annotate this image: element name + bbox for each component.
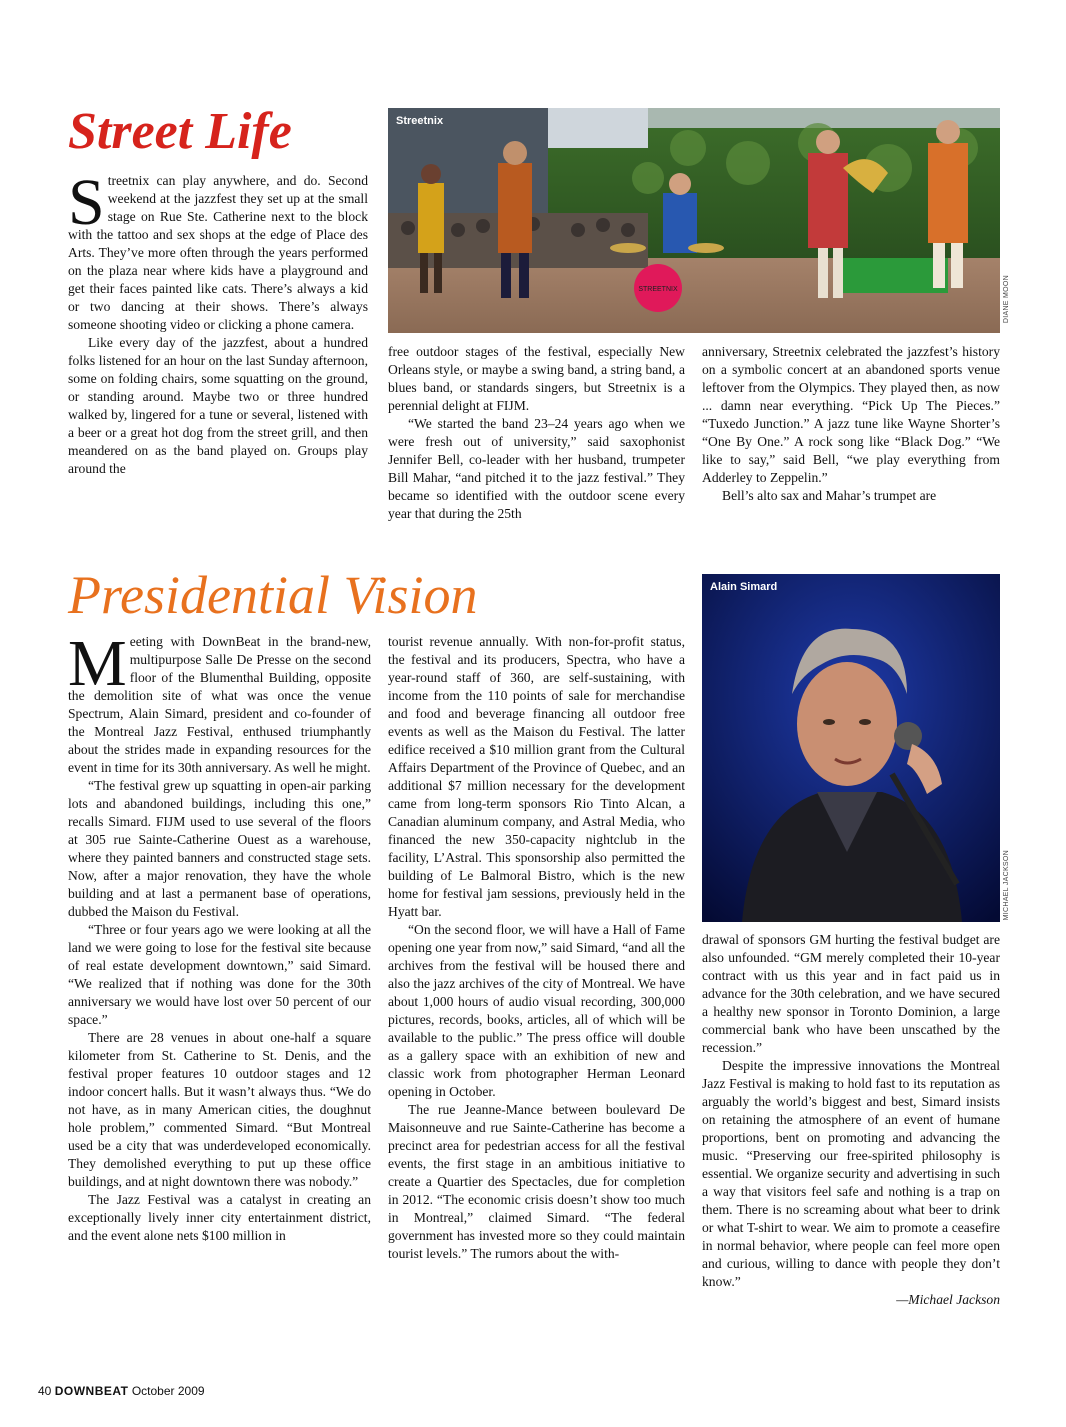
- presidential-col1-p5: The Jazz Festival was a catalyst in creating an exceptionally lively inner city entertainment district, and the event alone nets $100 million in: [68, 1192, 371, 1243]
- presidential-vision-column-2: [388, 633, 685, 1373]
- presidential-col3-p1: drawal of sponsors GM hurting the festival budget are also unfounded. “GM merely completed their 10-year contract with us this year and in fact paid us in advance for the 30th celebration, and we have secured a healthy new sponsor in Toronto Dominion, a large commercial bank who have been unscathed by the recession.”: [702, 932, 1000, 1055]
- presidential-col1-p2: “The festival grew up squatting in open-air parking lots and abandoned buildings, including this one,” recalls Simard. FIJM used to use several of the floors at 305 rue Sainte-Catherine Ouest as a warehouse, where they painted banners and constructed stage sets. Now, after a major renovation, they have the whole building and at last a permanent base of operations, dubbed the Maison du Festival.: [68, 778, 371, 919]
- street-life-col2-p2: “We started the band 23–24 years ago when we were fresh out of university,” said saxophonist Jennifer Bell, co-leader with her husband, trumpeter Bill Mahar, “and pitched it to the jazz festival.” They became so identified with the outdoor scene every year that during the 25th: [388, 416, 685, 521]
- street-life-col2-p1: free outdoor stages of the festival, especially New Orleans style, or maybe a swing band, a string band, a blues band, or standards singers, but Streetnix is a perennial delight at FIJM.: [388, 344, 685, 413]
- drum-label: STREETNIX: [638, 286, 678, 293]
- street-life-headline: Street Life: [68, 103, 292, 160]
- street-life-column-2: [388, 343, 685, 543]
- magazine-name: DOWNBEAT: [54, 1384, 129, 1398]
- alain-simard-photo-credit: MICHAEL JACKSON: [1003, 850, 1010, 921]
- presidential-col3-p2: Despite the impressive innovations the Montreal Jazz Festival is making to hold fast to its reputation as arguably the world’s biggest and best, Simard insists on retaining the atmosphere of an event of humane proportions, bent on promoting and advancing the music. “Preserving our free-spirited philosophy is essential. We organize security and advertising in such a way that visitors feel safe and nothing is a trap on them. There is no screaming about what beer to drink or what T-shirt to wear. We aim to promote a ceasefire in normal behavior, where people can feel more open and curious, willing to dance with people they don’t know.”: [702, 1058, 1000, 1289]
- presidential-vision-column-1: [68, 627, 371, 1373]
- presidential-col2-p2: “On the second floor, we will have a Hall of Fame opening one year from now,” said Simard, “and all the archives from the festival will be housed there and also the jazz archives of the city of Montreal. We have about 1,000 hours of audio visual recording, 300,000 pictures, records, books, articles, all of which will be available to the public.” The press office will double as a gallery space with an exhibition of new and classic work from photographer Herman Leonard opening in October.: [388, 922, 685, 1099]
- alain-simard-photo: [702, 574, 1000, 922]
- streetnix-band-illustration: [388, 108, 1000, 333]
- presidential-vision-headline: Presidential Vision: [68, 565, 478, 625]
- street-life-column-3: [702, 343, 1000, 543]
- streetnix-photo: [388, 108, 1000, 333]
- street-life-col3-p2: Bell’s alto sax and Mahar’s trumpet are: [722, 488, 937, 503]
- drop-cap-m: M: [68, 627, 127, 700]
- drop-cap-s: S: [68, 166, 105, 239]
- issue-date: October 2009: [131, 1384, 205, 1398]
- presidential-col1-p4: There are 28 venues in about one-half a square kilometer from St. Catherine to St. Denis, and the festival proper features 10 outdoor stages and 12 indoor concert halls. But it wasn’t always thus. “We do not have, as in many American cities, the doughnut hole problem,” commented Simard. “But Montreal used be a city that was underdeveloped economically. They demolished everything to put up these office buildings, and at night downtown there was nobody.”: [68, 1030, 371, 1189]
- streetnix-photo-caption: Streetnix: [396, 115, 444, 127]
- page-footer: [38, 1384, 205, 1398]
- presidential-col1-p1: eeting with DownBeat in the brand-new, multipurpose Salle De Presse on the second floor of the Blumenthal Building, opposite the demolition site of what was once the venue Spectrum, Alain Simard, president and co-founder of the Montreal Jazz Festival, enthused triumphantly about the strides made in expanding resources for the event in time for its 30th anniversary. As well he might.: [68, 634, 371, 775]
- presidential-vision-column-3: [702, 931, 1000, 1371]
- streetnix-photo-credit: DIANE MOON: [1003, 275, 1010, 324]
- street-life-col3-p1: anniversary, Streetnix celebrated the jazzfest’s history on a symbolic concert at an abandoned sports venue leftover from the Olympics. They played then, as now ... damn near everything. “Pick Up The Pieces.” “Tuxedo Junction.” A jazz tune like Wayne Shorter’s “One By One.” A rock song like “Black Dog.” “We like to say,” said Bell, “we play everything from Adderley to Zeppelin.”: [702, 344, 1000, 485]
- presidential-col2-p1: tourist revenue annually. With non-for-profit status, the festival and its producers, Spectra, who have a year-round staff of 360, are self-sustaining, with income from the 110 points of sale for merchandise and food and beverage financing all outdoor free events as well as the Maison du Festival. The latter edifice received a $10 million grant from the Cultural Affairs Department of the Province of Quebec, and an additional $7 million necessary for the development came from long-term sponsors Rio Tinto Alcan, a Canadian aluminum company, and Astral Media, who financed the new 350-capacity nightclub in the facility, L’Astral. This sponsorship also permitted the building of Le Balmoral Bistro, which is the new home for festival jam sessions, previously held in the Hyatt bar.: [388, 634, 685, 919]
- page-number: 40: [38, 1384, 52, 1398]
- street-life-col1-p2: Like every day of the jazzfest, about a hundred folks listened for an hour on the last Sunday afternoon, some on folding chairs, some squatting on the ground, or standing around. Maybe two or three hundred walked by, lingered for a tune or several, listened with a beer or a great hot dog from the street grill, and then meandered on as the band played on. Groups play around the: [68, 335, 368, 476]
- byline-signature: —Michael Jackson: [896, 1292, 1000, 1307]
- alain-simard-photo-caption: Alain Simard: [710, 581, 778, 593]
- street-life-col1-p1: treetnix can play anywhere, and do. Second weekend at the jazzfest they set up at the small stage on Rue Ste. Catherine next to the block with the tattoo and sex shops at the edge of Place des Arts. They’ve more often through the years performed on the plaza near where kids have a playground and get their faces painted like cats. There’s always a kid or two dancing at their shows. There’s always someone shooting video or clicking a phone camera.: [68, 173, 368, 332]
- presidential-col2-p3: The rue Jeanne-Mance between boulevard De Maisonneuve and rue Sainte-Catherine has become a precinct area for pedestrian access for all the festival events, the first stage in an ambitious initiative to create a Quartier des Spectacles, due for completion in 2012. “The economic crisis doesn’t show too much in Montreal,” claimed Simard. “The federal government has invested more so they could maintain tourist levels.” The rumors about the with-: [388, 1102, 685, 1261]
- street-life-column-1: [68, 166, 368, 540]
- alain-simard-illustration: [702, 574, 1000, 922]
- presidential-col1-p3: “Three or four years ago we were looking at all the land we were going to lose for the festival site because of real estate development downtown,” said Simard. “We realized that if nothing was done for the 30th anniversary we would have lost over 50 percent of our space.”: [68, 922, 371, 1027]
